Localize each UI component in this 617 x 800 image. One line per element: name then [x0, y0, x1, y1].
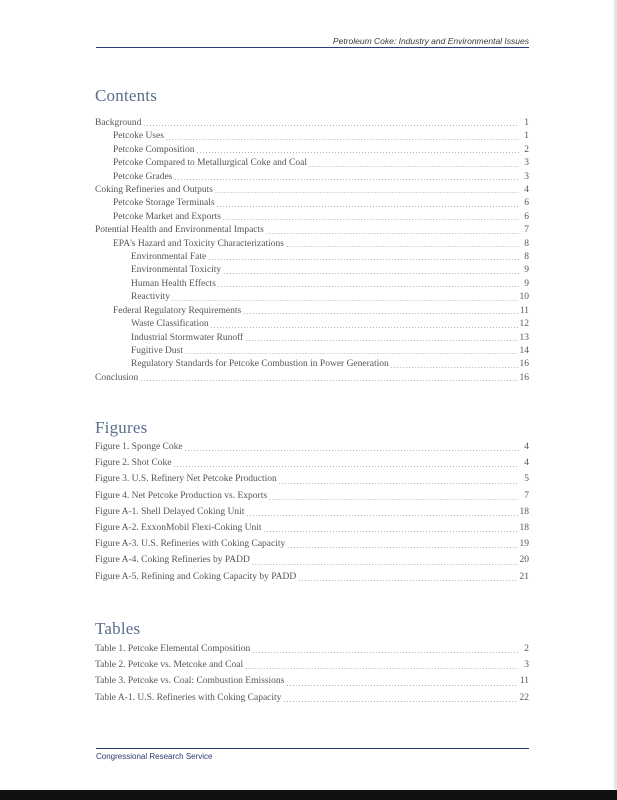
table-entry-page: 2: [524, 644, 529, 654]
figure-entry-label: Figure 3. U.S. Refinery Net Petcoke Production: [95, 474, 277, 485]
dot-leader: [264, 523, 518, 536]
contents-entry-label: Environmental Fate: [131, 252, 207, 263]
figure-entry-label: Figure 2. Shot Coke: [95, 458, 172, 469]
contents-entry-label: Petcoke Uses: [113, 131, 164, 142]
contents-entry[interactable]: [95, 157, 529, 170]
dot-leader: [246, 507, 517, 520]
figure-entry[interactable]: [95, 504, 529, 520]
contents-entry-page: 4: [524, 185, 529, 196]
contents-entry-page: 9: [524, 278, 529, 289]
dot-leader: [143, 117, 519, 130]
dot-leader: [286, 238, 519, 251]
contents-entry[interactable]: [95, 224, 529, 237]
table-entry-label: Table 1. Petcoke Elemental Composition: [95, 644, 251, 654]
dot-leader: [266, 225, 519, 238]
running-header: [96, 35, 529, 48]
contents-entry-page: 11: [519, 305, 529, 316]
contents-entry[interactable]: [95, 130, 529, 143]
figure-entry[interactable]: [95, 488, 529, 504]
dot-leader: [140, 372, 517, 385]
dot-leader: [252, 556, 518, 569]
contents-entry-page: 1: [524, 131, 529, 142]
table-entry[interactable]: [95, 673, 529, 689]
contents-entry-label: Petcoke Compared to Metallurgical Coke and Coal: [113, 158, 307, 169]
contents-entry-page: 3: [524, 158, 529, 169]
contents-entry-label: Petcoke Storage Terminals: [113, 198, 215, 209]
contents-entry-label: Industrial Stormwater Runoff: [131, 332, 244, 343]
dot-leader: [166, 131, 519, 144]
dot-leader: [208, 251, 519, 264]
dot-leader: [298, 572, 517, 585]
contents-entry[interactable]: [95, 372, 529, 385]
contents-entry[interactable]: [95, 144, 529, 157]
dot-leader: [218, 278, 519, 291]
dot-leader: [217, 198, 519, 211]
contents-entry-page: 1: [524, 118, 529, 128]
table-entry-page: 11: [519, 676, 529, 687]
figure-entry-page: 18: [519, 506, 529, 517]
tables-heading: Tables: [95, 619, 141, 638]
dot-leader: [174, 458, 519, 471]
contents-entry-page: 10: [519, 292, 529, 303]
figure-entry-page: 4: [524, 458, 529, 469]
dot-leader: [211, 319, 518, 332]
figure-entry[interactable]: [95, 439, 529, 455]
tables-list: [95, 641, 529, 706]
table-entry[interactable]: [95, 690, 529, 706]
figures-list: [95, 439, 529, 585]
dot-leader: [252, 644, 519, 657]
contents-entry[interactable]: [95, 184, 529, 197]
figure-entry-page: 20: [519, 555, 529, 566]
contents-entry[interactable]: [95, 117, 529, 130]
contents-entry-page: 6: [524, 211, 529, 222]
dot-leader: [243, 305, 518, 318]
table-entry-label: Table A-1. U.S. Refineries with Coking Capacity: [95, 692, 282, 703]
contents-entry-page: 16: [519, 359, 529, 370]
table-entry-page: 3: [524, 660, 529, 671]
contents-entry-label: Petcoke Market and Exports: [113, 211, 221, 222]
dot-leader: [215, 184, 519, 197]
contents-entry-label: Waste Classification: [131, 319, 209, 330]
contents-entry-label: Fugitive Dust: [131, 345, 183, 356]
figure-entry[interactable]: [95, 471, 529, 487]
contents-entry-label: Human Health Effects: [131, 278, 216, 289]
contents-entry-label: Coking Refineries and Outputs: [95, 185, 213, 196]
figure-entry-label: Figure A-5. Refining and Coking Capacity by PADD: [95, 571, 297, 582]
footer: [96, 748, 529, 761]
figure-entry[interactable]: [95, 569, 529, 585]
figure-entry-label: Figure A-2. ExxonMobil Flexi-Coking Unit: [95, 523, 262, 534]
contents-entry-label: Potential Health and Environmental Impacts: [95, 225, 264, 236]
contents-entry-label: Petcoke Grades: [113, 171, 173, 182]
footer-text: Congressional Research Service: [96, 752, 213, 761]
figure-entry-page: 18: [519, 523, 529, 534]
contents-entry[interactable]: [95, 211, 529, 224]
contents-entry-label: EPA's Hazard and Toxicity Characterizations: [113, 238, 284, 249]
table-entry[interactable]: [95, 641, 529, 657]
dot-leader: [245, 660, 519, 673]
figures-heading: Figures: [95, 418, 148, 437]
dot-leader: [172, 292, 517, 305]
dot-leader: [197, 144, 519, 157]
figure-entry[interactable]: [95, 455, 529, 471]
figure-entry-page: 19: [519, 539, 529, 550]
table-entry-label: Table 2. Petcoke vs. Metcoke and Coal: [95, 660, 244, 671]
contents-entry-label: Reactivity: [131, 292, 171, 303]
contents-entry[interactable]: [95, 171, 529, 184]
figure-entry-page: 7: [524, 490, 529, 501]
figure-entry-label: Figure 1. Sponge Coke: [95, 442, 183, 452]
contents-entry-page: 13: [519, 332, 529, 343]
contents-entry[interactable]: [95, 305, 529, 318]
contents-entry[interactable]: [95, 278, 529, 291]
table-entry-label: Table 3. Petcoke vs. Coal: Combustion Emissions: [95, 676, 285, 687]
figure-entry[interactable]: [95, 520, 529, 536]
contents-entry[interactable]: [95, 197, 529, 210]
contents-entry-page: 8: [524, 252, 529, 263]
dot-leader: [223, 265, 519, 278]
figure-entry-page: 4: [524, 442, 529, 452]
dot-leader: [185, 345, 518, 358]
dot-leader: [283, 693, 517, 706]
contents-entry[interactable]: [95, 332, 529, 345]
contents-entry[interactable]: [95, 291, 529, 304]
dot-leader: [269, 491, 519, 504]
contents-entry-label: Background: [95, 118, 142, 128]
table-entry[interactable]: [95, 657, 529, 673]
contents-entry-label: Environmental Toxicity: [131, 265, 222, 276]
dot-leader: [245, 332, 517, 345]
contents-heading: Contents: [95, 86, 158, 105]
contents-entry-page: 14: [519, 345, 529, 356]
contents-entry[interactable]: [95, 251, 529, 264]
figure-entry-label: Figure A-3. U.S. Refineries with Coking Capacity: [95, 539, 286, 550]
dot-leader: [309, 158, 519, 171]
dot-leader: [391, 359, 518, 372]
figure-entry-page: 5: [524, 474, 529, 485]
contents-entry[interactable]: [95, 318, 529, 331]
figure-entry-page: 21: [519, 571, 529, 582]
contents-entry[interactable]: [95, 238, 529, 251]
contents-entry-label: Federal Regulatory Requirements: [113, 305, 242, 316]
figure-entry[interactable]: [95, 536, 529, 552]
contents-entry[interactable]: [95, 345, 529, 358]
figure-entry-label: Figure A-1. Shell Delayed Coking Unit: [95, 506, 245, 517]
page-bottom-edge: [0, 790, 617, 800]
contents-entry-page: 8: [524, 238, 529, 249]
table-entry-page: 22: [519, 692, 529, 703]
contents-entry-page: 7: [524, 225, 529, 236]
contents-entry-page: 9: [524, 265, 529, 276]
figure-entry-label: Figure A-4. Coking Refineries by PADD: [95, 555, 250, 566]
contents-entry-page: 16: [519, 372, 529, 383]
contents-entry-page: 12: [519, 319, 529, 330]
contents-entry-label: Regulatory Standards for Petcoke Combustion in Power Generation: [131, 359, 389, 370]
dot-leader: [286, 677, 518, 690]
contents-entry-label: Petcoke Composition: [113, 144, 195, 155]
contents-entry[interactable]: [95, 358, 529, 371]
contents-list: [95, 117, 529, 385]
dot-leader: [287, 539, 517, 552]
contents-entry-page: 2: [524, 144, 529, 155]
running-title: Petroleum Coke: Industry and Environmental Issues: [332, 36, 529, 46]
dot-leader: [174, 171, 519, 184]
dot-leader: [185, 442, 519, 455]
contents-entry-label: Conclusion: [95, 372, 139, 383]
figure-entry[interactable]: [95, 552, 529, 568]
contents-entry-page: 3: [524, 171, 529, 182]
contents-entry[interactable]: [95, 264, 529, 277]
contents-entry-page: 6: [524, 198, 529, 209]
figure-entry-label: Figure 4. Net Petcoke Production vs. Exports: [95, 490, 268, 501]
dot-leader: [223, 211, 519, 224]
dot-leader: [279, 475, 519, 488]
